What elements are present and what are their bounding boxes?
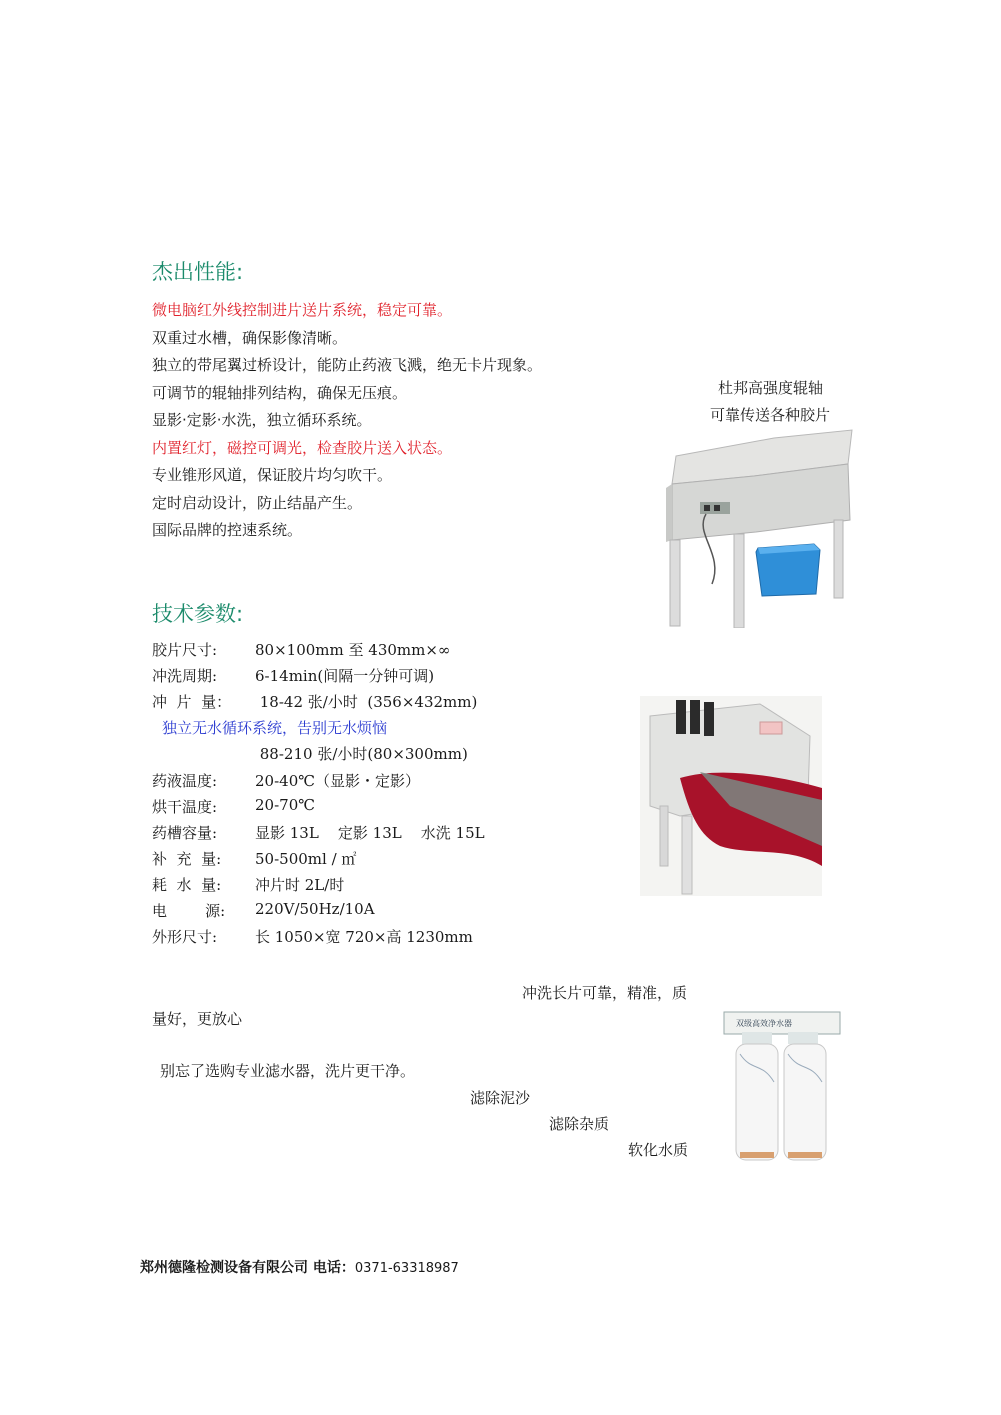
spec-value: 50-500ml / ㎡ (255, 850, 357, 868)
spec-value: 长 1050×宽 720×高 1230mm (255, 928, 473, 946)
spec-value: 88-210 张/小时(80×300mm) (255, 745, 468, 763)
spec-row (152, 796, 612, 818)
spec-label: 补 充 量: (152, 850, 222, 868)
spec-row (152, 822, 612, 844)
spec-label: 冲 片 量： (152, 693, 232, 711)
spec-row (152, 717, 612, 739)
spec-value: 显影 13L 定影 13L 水洗 15L (255, 824, 485, 842)
spec-label: 外形尺寸: (152, 928, 218, 946)
promo-line1: 冲洗长片可靠，精准，质 (522, 984, 688, 1002)
benefit-soften: 软化水质 (628, 1141, 689, 1159)
feature-item: 微电脑红外线控制进片送片系统，稳定可靠。 (152, 301, 453, 319)
spec-row (152, 874, 612, 896)
spec-row (152, 691, 612, 713)
spec-value: 20-70℃ (255, 796, 316, 814)
feature-item: 专业锥形风道，保证胶片均匀吹干。 (152, 466, 393, 484)
spec-row (152, 743, 612, 765)
filter-promo: 别忘了选购专业滤水器，洗片更干净。 (160, 1062, 416, 1080)
feature-item: 双重过水槽，确保影像清晰。 (152, 329, 348, 347)
spec-row (152, 926, 612, 948)
spec-label: 药槽容量: (152, 824, 218, 842)
spec-label: 冲洗周期: (152, 667, 218, 685)
footer (140, 1257, 459, 1277)
spec-value: 冲片时 2L/时 (255, 876, 345, 894)
benefit-sand: 滤除泥沙 (470, 1089, 531, 1107)
spec-value: 80×100mm 至 430mm×∞ (255, 641, 451, 659)
roller-caption-line1: 杜邦高强度辊轴 (718, 379, 824, 397)
spec-note: 独立无水循环系统，告别无水烦恼 (162, 719, 388, 737)
spec-value: 6-14min(间隔一分钟可调) (255, 667, 435, 685)
spec-label: 药液温度: (152, 772, 218, 790)
spec-value: 18-42 张/小时 (356×432mm) (255, 693, 478, 711)
feature-item: 独立的带尾翼过桥设计，能防止药液飞溅，绝无卡片现象。 (152, 356, 543, 374)
spec-label: 耗 水 量: (152, 876, 222, 894)
features-heading: 杰出性能: (152, 260, 244, 284)
roller-caption-line2: 可靠传送各种胶片 (710, 406, 831, 424)
spec-row (152, 848, 612, 870)
water-filter-photo (722, 1002, 844, 1170)
feature-item: 内置红灯，磁控可调光，检查胶片送入状态。 (152, 439, 453, 457)
company-name: 郑州德隆检测设备有限公司 电话： (140, 1260, 355, 1276)
spec-label: 胶片尺寸: (152, 641, 218, 659)
spec-value: 220V/50Hz/10A (255, 900, 375, 918)
benefit-impurities: 滤除杂质 (549, 1115, 610, 1133)
phone-number: 0371-63318987 (354, 1261, 459, 1276)
feature-item: 定时启动设计，防止结晶产生。 (152, 494, 363, 512)
spec-row (152, 665, 612, 687)
spec-label: 烘干温度: (152, 798, 218, 816)
feature-item: 显影·定影·水洗，独立循环系统。 (152, 411, 372, 429)
film-feed-photo (640, 696, 822, 896)
spec-row (152, 639, 612, 661)
feature-item: 国际品牌的控速系统。 (152, 521, 303, 539)
filter-label: 双级高效净水器 (736, 1019, 792, 1028)
film-processor-photo (664, 424, 854, 628)
feature-item: 可调节的辊轴排列结构，确保无压痕。 (152, 384, 408, 402)
promo-line2: 量好，更放心 (152, 1010, 243, 1028)
spec-row (152, 770, 612, 792)
specs-heading: 技术参数: (152, 602, 244, 626)
spec-row (152, 900, 612, 922)
spec-value: 20-40℃（显影・定影） (255, 772, 421, 790)
spec-label: 电 源: (152, 902, 226, 920)
